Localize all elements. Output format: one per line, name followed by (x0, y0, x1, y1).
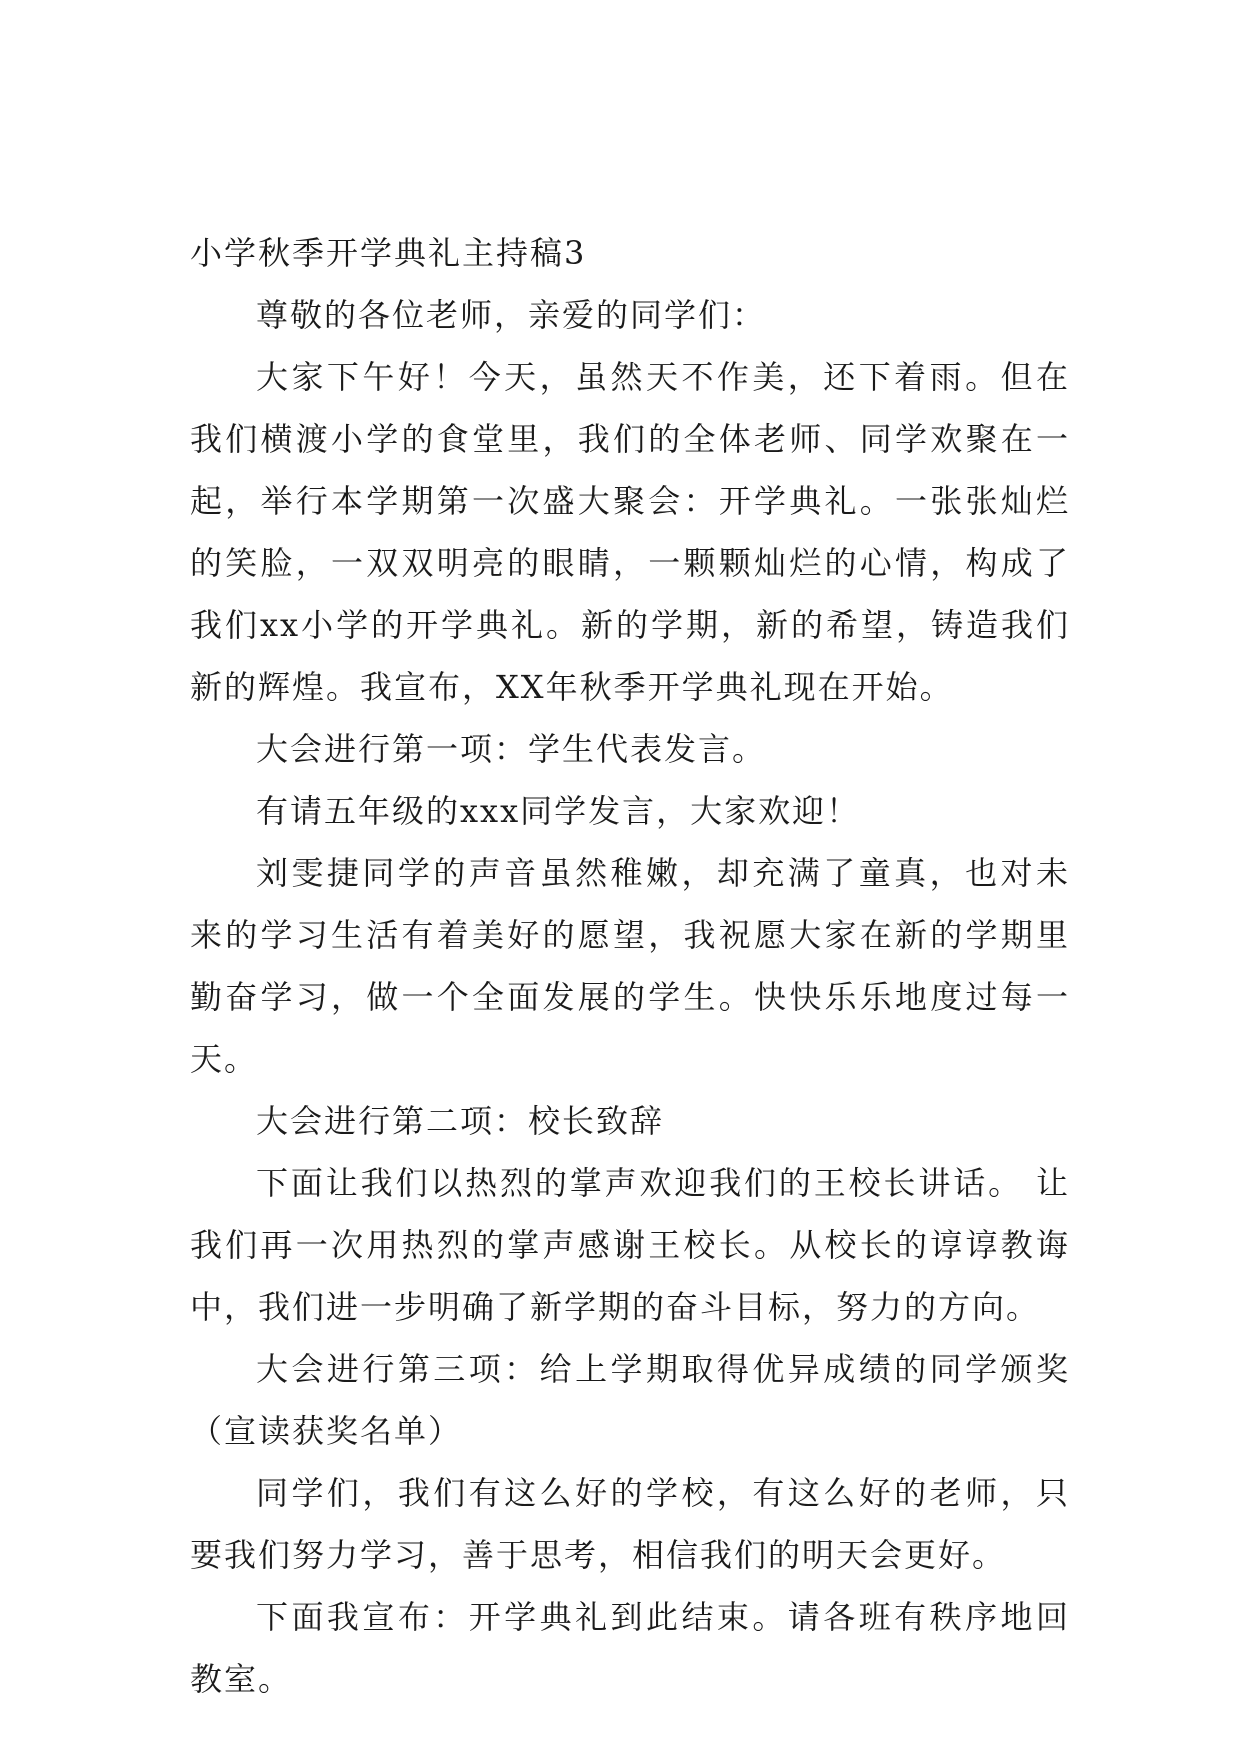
paragraph-speaker-comment: 刘雯捷同学的声音虽然稚嫩，却充满了童真，也对未来的学习生活有着美好的愿望，我祝愿大家在新的学期里勤奋学习，做一个全面发展的学生。快快乐乐地度过每一天。 (190, 854, 1070, 1078)
paragraph-item-two: 大会进行第二项：校长致辞 (256, 1102, 665, 1140)
paragraph-opening: 大家下午好！今天，虽然天不作美，还下着雨。但在我们横渡小学的食堂里，我们的全体老师、同学欢聚在一起，举行本学期第一次盛大聚会：开学典礼。一张张灿烂的笑脸，一双双明亮的眼睛，一颗颗灿烂的心情，构成了我们xx小学的开学典礼。新的学期，新的希望，铸造我们新的辉煌。我宣布，XX年秋季开学典礼现在开始。 (190, 358, 1070, 706)
paragraph-encouragement: 同学们，我们有这么好的学校，有这么好的老师，只要我们努力学习，善于思考，相信我们的明天会更好。 (190, 1474, 1070, 1574)
document-body (190, 222, 1070, 1710)
paragraph-invite-speaker: 有请五年级的xxx同学发言，大家欢迎！ (256, 792, 861, 830)
paragraph-greeting: 尊敬的各位老师，亲爱的同学们： (256, 296, 767, 334)
document-title: 小学秋季开学典礼主持稿3 (190, 234, 587, 272)
paragraph-item-one: 大会进行第一项：学生代表发言。 (256, 730, 767, 768)
paragraph-principal-speech: 下面让我们以热烈的掌声欢迎我们的王校长讲话。 让我们再一次用热烈的掌声感谢王校长。从校长的谆谆教诲中，我们进一步明确了新学期的奋斗目标，努力的方向。 (190, 1164, 1070, 1326)
paragraph-item-three: 大会进行第三项：给上学期取得优异成绩的同学颁奖（宣读获奖名单） (190, 1350, 1070, 1450)
paragraph-closing: 下面我宣布：开学典礼到此结束。请各班有秩序地回教室。 (190, 1598, 1070, 1698)
